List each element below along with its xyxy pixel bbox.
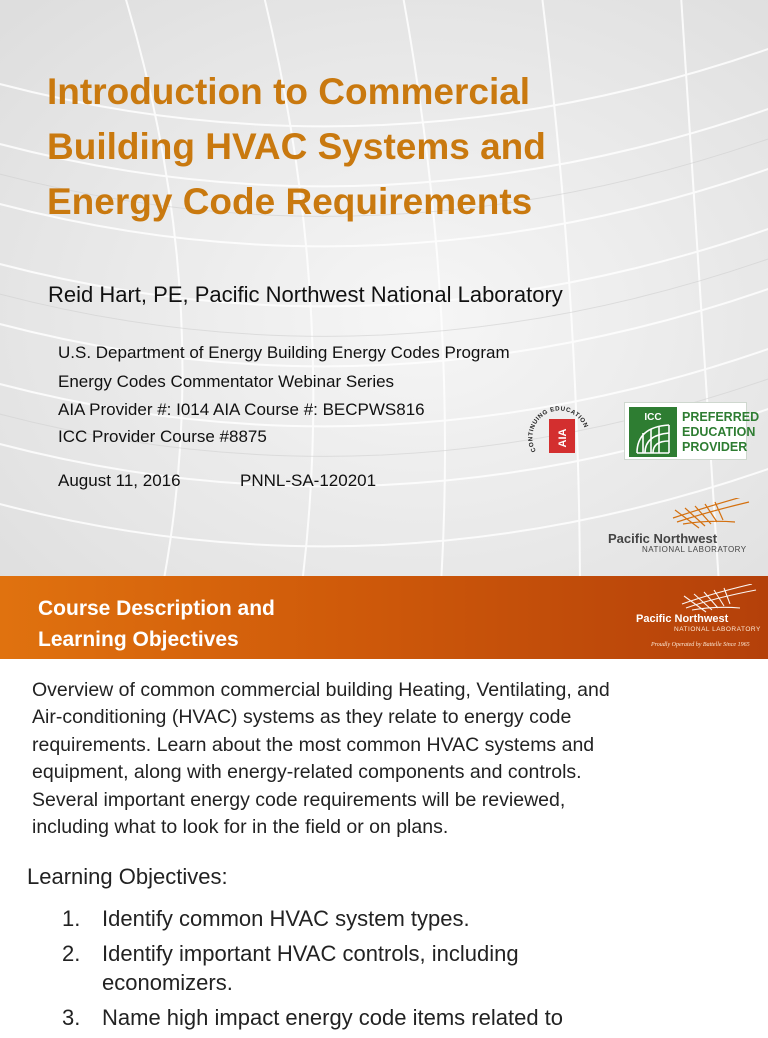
course-description — [32, 677, 747, 841]
series-line: Energy Codes Commentator Webinar Series — [58, 372, 395, 391]
objective-line: Identify common HVAC system types. — [102, 906, 470, 931]
objective-line: Identify important HVAC controls, including — [102, 941, 519, 966]
pnnl-logo-subtitle: NATIONAL LABORATORY — [642, 545, 747, 554]
description-line: Overview of common commercial building Heating, Ventilating, and — [32, 679, 610, 701]
objective-line: Name high impact energy code items related to — [102, 1005, 564, 1030]
title-line: Building HVAC Systems and — [47, 126, 546, 167]
program-line: U.S. Department of Energy Building Energy Codes Program — [58, 343, 510, 362]
objective-number: 1. — [62, 906, 81, 931]
learning-objectives-heading: Learning Objectives: — [27, 864, 228, 889]
pnnl-logo-name: Pacific Northwest — [636, 613, 729, 625]
icc-text-line: EDUCATION — [682, 425, 756, 439]
description-line: requirements. Learn about the most common HVAC systems and — [32, 733, 595, 756]
aia-provider-line: AIA Provider #: I014 AIA Course #: BECPWS816 — [58, 400, 425, 419]
list-item — [62, 904, 563, 933]
course-description-slide — [0, 576, 768, 1030]
pnnl-operated-by: Proudly Operated by Battelle Since 1965 — [651, 642, 750, 648]
objective-text — [102, 1003, 563, 1032]
slide-heading — [38, 593, 275, 655]
objective-number: 2. — [62, 941, 81, 966]
presentation-date: August 11, 2016 — [58, 471, 181, 490]
objective-line: economizers. — [102, 970, 233, 995]
document-id: PNNL-SA-120201 — [240, 471, 377, 490]
title-line: Introduction to Commercial — [47, 71, 531, 112]
icc-globe-icon — [629, 407, 677, 457]
learning-objectives-list — [62, 904, 563, 1038]
presentation-title — [47, 64, 747, 229]
pnnl-logo-subtitle: NATIONAL LABORATORY — [674, 626, 761, 633]
icc-course-line: ICC Provider Course #8875 — [58, 427, 267, 446]
svg-text:CONTINUING EDUCATION: CONTINUING EDUCATION — [527, 405, 590, 454]
svg-text:ICC: ICC — [644, 412, 662, 423]
pnnl-logo-name: Pacific Northwest — [608, 531, 718, 546]
list-item — [62, 939, 563, 997]
icc-logo-text — [682, 410, 759, 455]
presenter-line: Reid Hart, PE, Pacific Northwest National Laboratory — [48, 282, 563, 307]
icc-preferred-education-provider-logo — [624, 402, 760, 460]
objective-text — [102, 904, 563, 933]
svg-text:AIA: AIA — [557, 428, 569, 448]
description-line: Air-conditioning (HVAC) systems as they relate to energy code — [32, 706, 572, 729]
list-item — [62, 1003, 563, 1032]
description-line: including what to look for in the field or on plans. — [32, 816, 449, 839]
title-line: Energy Code Requirements — [47, 181, 533, 222]
description-line: equipment, along with energy-related components and controls. — [32, 761, 582, 784]
heading-line: Learning Objectives — [38, 628, 239, 651]
heading-line: Course Description and — [38, 597, 275, 620]
icc-text-line: PREFERRED — [682, 410, 760, 424]
description-line: Several important energy code requirements will be reviewed, — [32, 788, 566, 811]
icc-text-line: PROVIDER — [682, 440, 748, 454]
objective-text — [102, 939, 563, 997]
aia-continuing-education-logo — [526, 393, 592, 465]
slide-header-banner — [0, 576, 768, 659]
objective-number: 3. — [62, 1005, 81, 1030]
